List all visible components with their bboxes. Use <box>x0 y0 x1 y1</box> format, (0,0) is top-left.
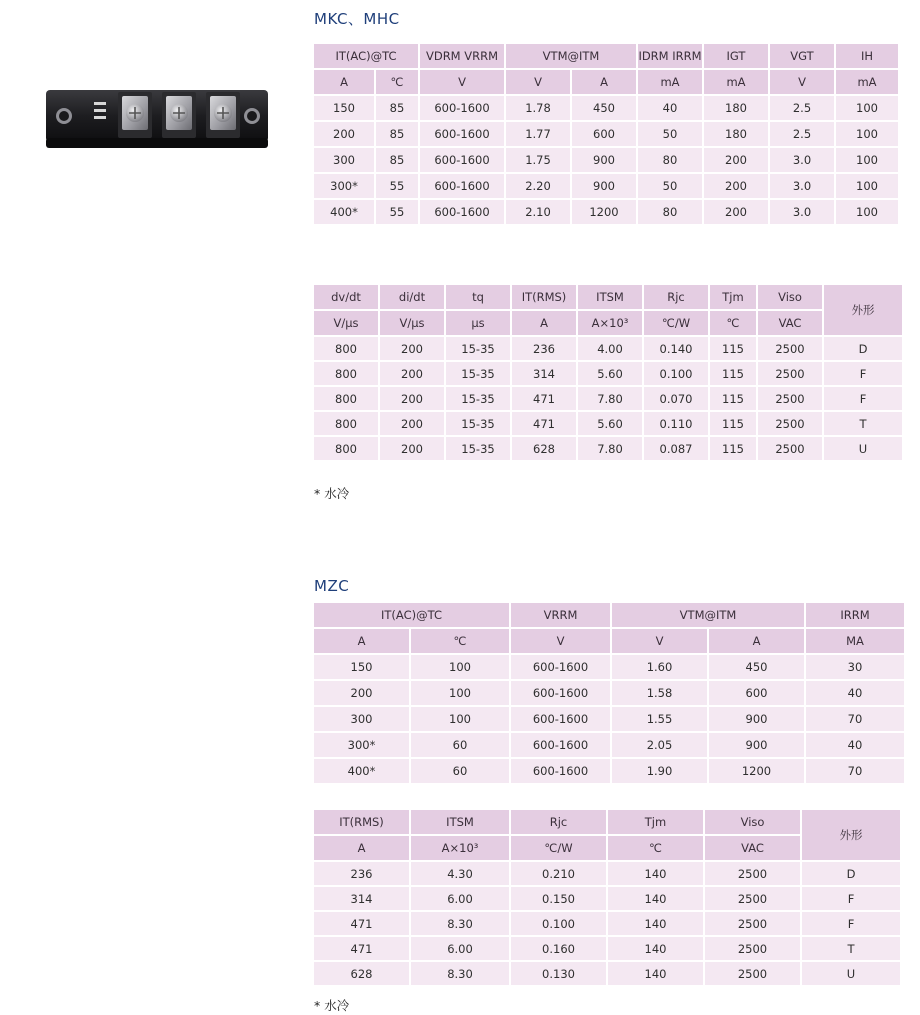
table-cell: 800 <box>314 387 378 410</box>
table-cell: 600 <box>572 122 636 146</box>
header-cell: di/dt <box>380 285 444 309</box>
header-cell: IH <box>836 44 898 68</box>
table-cell: 471 <box>512 412 576 435</box>
unit-cell: A <box>314 836 409 860</box>
table-cell: 8.30 <box>411 912 509 935</box>
table-header-row <box>314 603 904 627</box>
table-cell: U <box>824 437 902 460</box>
table-cell: 471 <box>512 387 576 410</box>
table-cell: 180 <box>704 122 768 146</box>
header-cell: Rjc <box>644 285 708 309</box>
header-cell: tq <box>446 285 510 309</box>
table-cell: 0.140 <box>644 337 708 360</box>
table-cell: 70 <box>806 759 904 783</box>
table-row <box>314 174 898 198</box>
shape-header-cell: 外形 <box>802 810 900 860</box>
table-cell: 40 <box>806 733 904 757</box>
table-header-row <box>314 285 902 309</box>
unit-cell: V <box>770 70 834 94</box>
table-cell: 80 <box>638 148 702 172</box>
table-cell: 85 <box>376 148 418 172</box>
table-unit-row <box>314 70 898 94</box>
table-cell: 600-1600 <box>420 96 504 120</box>
table-cell: 1.58 <box>612 681 707 705</box>
unit-cell: V <box>511 629 610 653</box>
table-cell: 140 <box>608 912 703 935</box>
table-cell: 85 <box>376 122 418 146</box>
table-cell: 236 <box>512 337 576 360</box>
table-cell: 55 <box>376 200 418 224</box>
unit-cell: ℃ <box>710 311 756 335</box>
table-cell: 140 <box>608 887 703 910</box>
table-cell: 600-1600 <box>420 148 504 172</box>
water-cooling-note: * 水冷 <box>314 998 350 1013</box>
table-cell: 100 <box>411 655 509 679</box>
table-row <box>314 412 902 435</box>
header-cell: VGT <box>770 44 834 68</box>
table-cell: 628 <box>314 962 409 985</box>
table-cell: 600-1600 <box>511 681 610 705</box>
table-cell: 2500 <box>758 362 822 385</box>
table-cell: T <box>824 412 902 435</box>
table-cell: 200 <box>380 337 444 360</box>
table-row <box>314 96 898 120</box>
table-unit-row <box>314 311 902 335</box>
table-cell: 150 <box>314 96 374 120</box>
table-cell: 3.0 <box>770 148 834 172</box>
table-row <box>314 937 900 960</box>
table-cell: 15-35 <box>446 337 510 360</box>
table-cell: 100 <box>836 122 898 146</box>
unit-cell: μs <box>446 311 510 335</box>
header-cell: IT(AC)@TC <box>314 603 509 627</box>
table-row <box>314 862 900 885</box>
table-cell: 2.20 <box>506 174 570 198</box>
unit-cell: VAC <box>758 311 822 335</box>
unit-cell: A <box>314 70 374 94</box>
table-cell: 0.210 <box>511 862 606 885</box>
table-cell: D <box>802 862 900 885</box>
unit-cell: mA <box>638 70 702 94</box>
table-cell: 1200 <box>709 759 804 783</box>
table-cell: 800 <box>314 362 378 385</box>
table-row <box>314 437 902 460</box>
table-cell: 80 <box>638 200 702 224</box>
table-cell: 0.070 <box>644 387 708 410</box>
table-cell: 4.30 <box>411 862 509 885</box>
table-cell: 1.55 <box>612 707 707 731</box>
header-cell: VDRM VRRM <box>420 44 504 68</box>
mkc-spec-table-1 <box>312 42 900 226</box>
table-cell: 115 <box>710 437 756 460</box>
table-cell: 800 <box>314 437 378 460</box>
table-cell: 1.90 <box>612 759 707 783</box>
table-cell: 2.10 <box>506 200 570 224</box>
water-cooling-note: * 水冷 <box>314 486 350 501</box>
table-cell: T <box>802 937 900 960</box>
table-cell: 200 <box>380 362 444 385</box>
mzc-spec-table-2 <box>312 808 902 987</box>
header-cell: Viso <box>758 285 822 309</box>
unit-cell: A×10³ <box>411 836 509 860</box>
table-cell: 100 <box>411 681 509 705</box>
table-cell: 0.150 <box>511 887 606 910</box>
table-cell: 140 <box>608 937 703 960</box>
table-cell: 115 <box>710 412 756 435</box>
table-cell: 314 <box>512 362 576 385</box>
table-cell: 900 <box>572 174 636 198</box>
table-cell: 600-1600 <box>420 200 504 224</box>
header-cell: Tjm <box>710 285 756 309</box>
table-cell: 200 <box>314 681 409 705</box>
table-cell: 100 <box>836 174 898 198</box>
unit-cell: V/μs <box>380 311 444 335</box>
table-cell: 3.0 <box>770 174 834 198</box>
table-cell: 200 <box>704 148 768 172</box>
table-cell: 200 <box>380 412 444 435</box>
table-cell: 600-1600 <box>511 655 610 679</box>
table-cell: 5.60 <box>578 412 642 435</box>
header-cell: IT(RMS) <box>314 810 409 834</box>
table-cell: 300 <box>314 148 374 172</box>
table-row <box>314 655 904 679</box>
table-cell: 7.80 <box>578 437 642 460</box>
table-cell: 2500 <box>705 887 800 910</box>
table-cell: 15-35 <box>446 437 510 460</box>
table-cell: 0.160 <box>511 937 606 960</box>
table-cell: 600-1600 <box>511 733 610 757</box>
table-cell: 400* <box>314 200 374 224</box>
header-cell: Tjm <box>608 810 703 834</box>
thyristor-module-image <box>44 82 270 150</box>
header-cell: VTM@ITM <box>506 44 636 68</box>
table-cell: 471 <box>314 912 409 935</box>
table-cell: 100 <box>836 200 898 224</box>
unit-cell: A <box>314 629 409 653</box>
table-cell: 15-35 <box>446 412 510 435</box>
table-cell: 60 <box>411 733 509 757</box>
table-row <box>314 887 900 910</box>
table-cell: 2500 <box>705 862 800 885</box>
table-cell: 40 <box>806 681 904 705</box>
header-cell: dv/dt <box>314 285 378 309</box>
table-cell: 900 <box>709 707 804 731</box>
table-cell: F <box>802 887 900 910</box>
unit-cell: V <box>506 70 570 94</box>
table-cell: 15-35 <box>446 362 510 385</box>
table-cell: 6.00 <box>411 887 509 910</box>
unit-cell: MA <box>806 629 904 653</box>
header-cell: Viso <box>705 810 800 834</box>
table-cell: 471 <box>314 937 409 960</box>
unit-cell: mA <box>836 70 898 94</box>
table-cell: 0.110 <box>644 412 708 435</box>
table-row <box>314 759 904 783</box>
table-cell: 900 <box>572 148 636 172</box>
table-cell: 140 <box>608 962 703 985</box>
header-cell: ITSM <box>411 810 509 834</box>
table-cell: 4.00 <box>578 337 642 360</box>
table-cell: 300* <box>314 174 374 198</box>
header-cell: IT(RMS) <box>512 285 576 309</box>
shape-header-cell: 外形 <box>824 285 902 335</box>
table-cell: 2500 <box>758 337 822 360</box>
table-cell: D <box>824 337 902 360</box>
table-cell: U <box>802 962 900 985</box>
unit-cell: A <box>709 629 804 653</box>
table-cell: F <box>802 912 900 935</box>
table-cell: 60 <box>411 759 509 783</box>
table-cell: 2500 <box>705 962 800 985</box>
table-cell: 200 <box>314 122 374 146</box>
unit-cell: mA <box>704 70 768 94</box>
table-cell: 55 <box>376 174 418 198</box>
table-cell: 2500 <box>705 912 800 935</box>
table-row <box>314 362 902 385</box>
table-cell: 115 <box>710 387 756 410</box>
table-row <box>314 733 904 757</box>
table-cell: 1.77 <box>506 122 570 146</box>
table-row <box>314 681 904 705</box>
unit-cell: ℃/W <box>644 311 708 335</box>
table-cell: 1.78 <box>506 96 570 120</box>
unit-cell: A <box>572 70 636 94</box>
header-cell: IT(AC)@TC <box>314 44 418 68</box>
table-cell: 600-1600 <box>420 174 504 198</box>
unit-cell: ℃ <box>411 629 509 653</box>
unit-cell: ℃ <box>376 70 418 94</box>
section-title-mzc: MZC <box>314 577 350 595</box>
table-cell: 2500 <box>758 412 822 435</box>
table-cell: 314 <box>314 887 409 910</box>
table-row <box>314 200 898 224</box>
table-cell: 30 <box>806 655 904 679</box>
unit-cell: ℃ <box>608 836 703 860</box>
header-cell: VRRM <box>511 603 610 627</box>
table-cell: 2500 <box>758 387 822 410</box>
table-cell: 85 <box>376 96 418 120</box>
table-cell: F <box>824 387 902 410</box>
table-cell: 0.087 <box>644 437 708 460</box>
table-cell: 450 <box>709 655 804 679</box>
table-row <box>314 707 904 731</box>
mzc-spec-table-1 <box>312 601 906 785</box>
table-cell: 200 <box>704 174 768 198</box>
table-cell: 0.100 <box>511 912 606 935</box>
header-cell: Rjc <box>511 810 606 834</box>
unit-cell: VAC <box>705 836 800 860</box>
table-header-row <box>314 810 900 834</box>
table-header-row <box>314 44 898 68</box>
table-row <box>314 912 900 935</box>
table-cell: 800 <box>314 337 378 360</box>
table-cell: F <box>824 362 902 385</box>
unit-cell: V <box>612 629 707 653</box>
unit-cell: V <box>420 70 504 94</box>
table-cell: 7.80 <box>578 387 642 410</box>
table-row <box>314 387 902 410</box>
table-cell: 140 <box>608 862 703 885</box>
table-cell: 1.60 <box>612 655 707 679</box>
header-cell: IRRM <box>806 603 904 627</box>
table-cell: 50 <box>638 122 702 146</box>
table-cell: 8.30 <box>411 962 509 985</box>
header-cell: VTM@ITM <box>612 603 804 627</box>
table-cell: 600-1600 <box>420 122 504 146</box>
table-cell: 2500 <box>758 437 822 460</box>
mkc-spec-table-2 <box>312 283 904 462</box>
table-row <box>314 337 902 360</box>
table-cell: 300 <box>314 707 409 731</box>
table-row <box>314 148 898 172</box>
table-cell: 100 <box>836 96 898 120</box>
table-row <box>314 122 898 146</box>
table-cell: 3.0 <box>770 200 834 224</box>
table-row <box>314 962 900 985</box>
table-cell: 180 <box>704 96 768 120</box>
table-cell: 40 <box>638 96 702 120</box>
unit-cell: V/μs <box>314 311 378 335</box>
header-cell: ITSM <box>578 285 642 309</box>
table-cell: 600-1600 <box>511 707 610 731</box>
table-unit-row <box>314 629 904 653</box>
unit-cell: A×10³ <box>578 311 642 335</box>
table-cell: 0.100 <box>644 362 708 385</box>
header-cell: IDRM IRRM <box>638 44 702 68</box>
table-cell: 2.5 <box>770 122 834 146</box>
table-cell: 50 <box>638 174 702 198</box>
table-cell: 150 <box>314 655 409 679</box>
table-cell: 2500 <box>705 937 800 960</box>
header-cell: IGT <box>704 44 768 68</box>
table-cell: 900 <box>709 733 804 757</box>
table-cell: 300* <box>314 733 409 757</box>
table-cell: 628 <box>512 437 576 460</box>
table-cell: 1200 <box>572 200 636 224</box>
table-cell: 450 <box>572 96 636 120</box>
unit-cell: ℃/W <box>511 836 606 860</box>
table-cell: 15-35 <box>446 387 510 410</box>
table-cell: 2.05 <box>612 733 707 757</box>
table-cell: 100 <box>836 148 898 172</box>
table-cell: 200 <box>380 387 444 410</box>
table-cell: 0.130 <box>511 962 606 985</box>
table-cell: 115 <box>710 362 756 385</box>
table-cell: 200 <box>704 200 768 224</box>
table-cell: 115 <box>710 337 756 360</box>
table-cell: 200 <box>380 437 444 460</box>
table-cell: 5.60 <box>578 362 642 385</box>
table-cell: 400* <box>314 759 409 783</box>
table-cell: 1.75 <box>506 148 570 172</box>
table-cell: 800 <box>314 412 378 435</box>
table-cell: 600 <box>709 681 804 705</box>
table-cell: 6.00 <box>411 937 509 960</box>
table-cell: 600-1600 <box>511 759 610 783</box>
table-cell: 100 <box>411 707 509 731</box>
table-cell: 236 <box>314 862 409 885</box>
table-cell: 70 <box>806 707 904 731</box>
unit-cell: A <box>512 311 576 335</box>
table-cell: 2.5 <box>770 96 834 120</box>
section-title-mkc: MKC、MHC <box>314 10 400 28</box>
